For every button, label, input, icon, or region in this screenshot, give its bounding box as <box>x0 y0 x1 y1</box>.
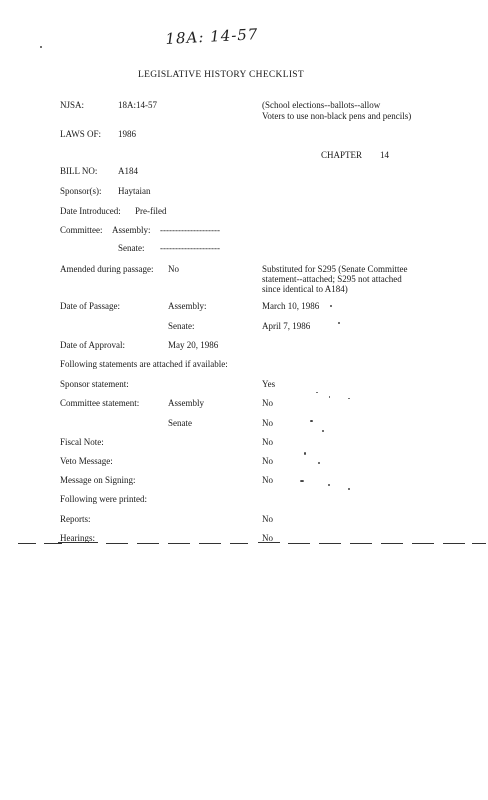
committee-assembly-value: -------------------- <box>160 225 220 235</box>
handwritten-reference: 18A: 14-57 <box>165 25 259 48</box>
bill-no-value: A184 <box>118 166 138 176</box>
reports-label: Reports: <box>60 514 91 524</box>
message-on-signing-label: Message on Signing: <box>60 475 136 485</box>
committee-statement-senate-value: No <box>262 418 273 428</box>
amended-value: No <box>168 264 179 274</box>
date-introduced-value: Pre-filed <box>135 206 167 216</box>
sponsor-statement-value: Yes <box>262 379 276 389</box>
committee-label: Committee: <box>60 225 103 235</box>
passage-senate-value: April 7, 1986 <box>262 321 311 331</box>
njsa-label: NJSA: <box>60 100 85 110</box>
following-attached-heading: Following statements are attached if available: <box>60 359 228 369</box>
veto-message-label: Veto Message: <box>60 456 113 466</box>
laws-of-label: LAWS OF: <box>60 129 102 139</box>
passage-assembly-label: Assembly: <box>168 301 207 311</box>
following-printed-heading: Following were printed: <box>60 494 147 504</box>
message-on-signing-value: No <box>262 475 273 485</box>
page-title: LEGISLATIVE HISTORY CHECKLIST <box>138 70 304 80</box>
date-of-passage-label: Date of Passage: <box>60 301 120 311</box>
amended-note: Substituted for S295 (Senate Committee statement--attached; S295 not attached since identical to A184) <box>262 264 408 294</box>
committee-senate-label: Senate: <box>118 243 145 253</box>
passage-assembly-value: March 10, 1986 <box>262 301 320 311</box>
hearings-label: Hearings: <box>60 533 95 543</box>
bill-no-label: BILL NO: <box>60 166 98 176</box>
passage-senate-label: Senate: <box>168 321 195 331</box>
hearings-value: No <box>262 533 273 543</box>
committee-assembly-label: Assembly: <box>112 225 151 235</box>
date-of-approval-label: Date of Approval: <box>60 340 125 350</box>
sponsor-statement-label: Sponsor statement: <box>60 379 129 389</box>
chapter-label: CHAPTER <box>321 150 363 160</box>
sponsors-label: Sponsor(s): <box>60 186 102 196</box>
committee-statement-assembly-value: No <box>262 398 273 408</box>
chapter-value: 14 <box>380 150 389 160</box>
njsa-value: 18A:14-57 <box>118 100 157 110</box>
njsa-description: (School elections--ballots--allow Voters to use non-black pens and pencils) <box>262 100 412 121</box>
fiscal-note-label: Fiscal Note: <box>60 437 104 447</box>
reports-value: No <box>262 514 273 524</box>
sponsors-value: Haytaian <box>118 186 151 196</box>
fiscal-note-value: No <box>262 437 273 447</box>
amended-label: Amended during passage: <box>60 264 154 274</box>
committee-statement-label: Committee statement: <box>60 398 140 408</box>
veto-message-value: No <box>262 456 273 466</box>
committee-senate-value: -------------------- <box>160 243 220 253</box>
laws-of-value: 1986 <box>118 129 136 139</box>
committee-statement-senate-label: Senate <box>168 418 192 428</box>
committee-statement-assembly-label: Assembly <box>168 398 204 408</box>
date-introduced-label: Date Introduced: <box>60 206 121 216</box>
date-of-approval-value: May 20, 1986 <box>168 340 219 350</box>
